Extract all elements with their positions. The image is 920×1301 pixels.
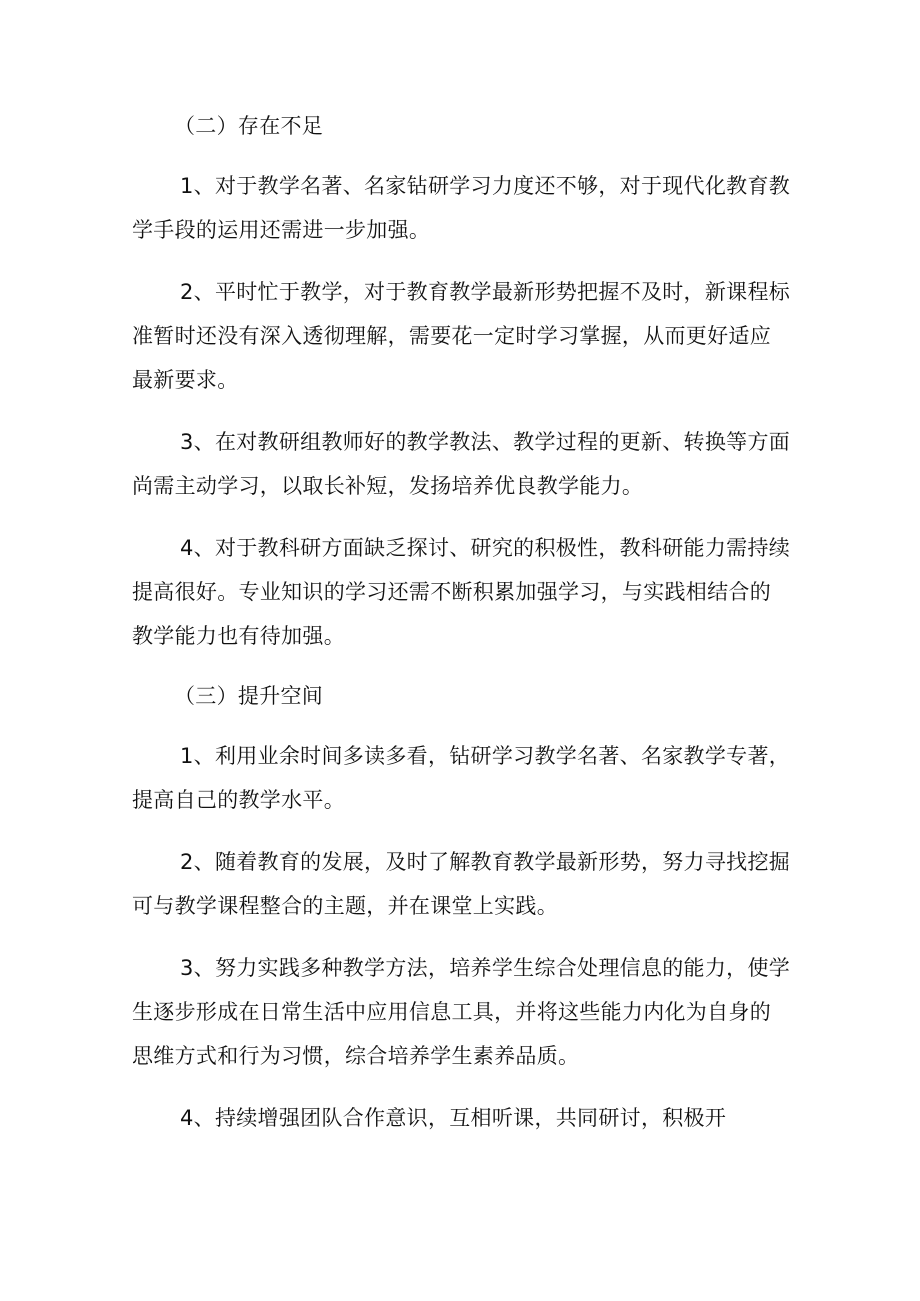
shortcoming-item-2: 2、平时忙于教学，对于教育教学最新形势把握不及时，新课程标准暂时还没有深入透彻理解，需要花一定时学习掌握，从而更好适应最新要求。 xyxy=(132,280,791,392)
shortcoming-item-3: 3、在对教研组教师好的教学教法、教学过程的更新、转换等方面尚需主动学习，以取长补短，发扬培养优良教学能力。 xyxy=(132,430,791,498)
section-heading-shortcomings: （二）存在不足 xyxy=(174,114,324,138)
improvement-item-1: 1、利用业余时间多读多看，钻研学习教学名著、名家教学专著，提高自己的教学水平。 xyxy=(132,744,791,812)
improvement-item-3: 3、努力实践多种教学方法，培养学生综合处理信息的能力，使学生逐步形成在日常生活中应用信息工具，并将这些能力内化为自身的思维方式和行为习惯，综合培养学生素养品质。 xyxy=(132,956,791,1068)
shortcoming-item-4: 4、对于教科研方面缺乏探讨、研究的积极性，教科研能力需持续提高很好。专业知识的学习还需不断积累加强学习，与实践相结合的教学能力也有待加强。 xyxy=(132,536,791,648)
section-heading-improvement: （三）提升空间 xyxy=(174,684,324,708)
shortcoming-item-1: 1、对于教学名著、名家钻研学习力度还不够，对于现代化教育教学手段的运用还需进一步加强。 xyxy=(132,174,791,242)
document-body xyxy=(132,106,792,1140)
improvement-item-4: 4、持续增强团队合作意识，互相听课，共同研讨，积极开 xyxy=(180,1106,727,1130)
improvement-item-2: 2、随着教育的发展，及时了解教育教学最新形势，努力寻找挖掘可与教学课程整合的主题，并在课堂上实践。 xyxy=(132,850,791,918)
